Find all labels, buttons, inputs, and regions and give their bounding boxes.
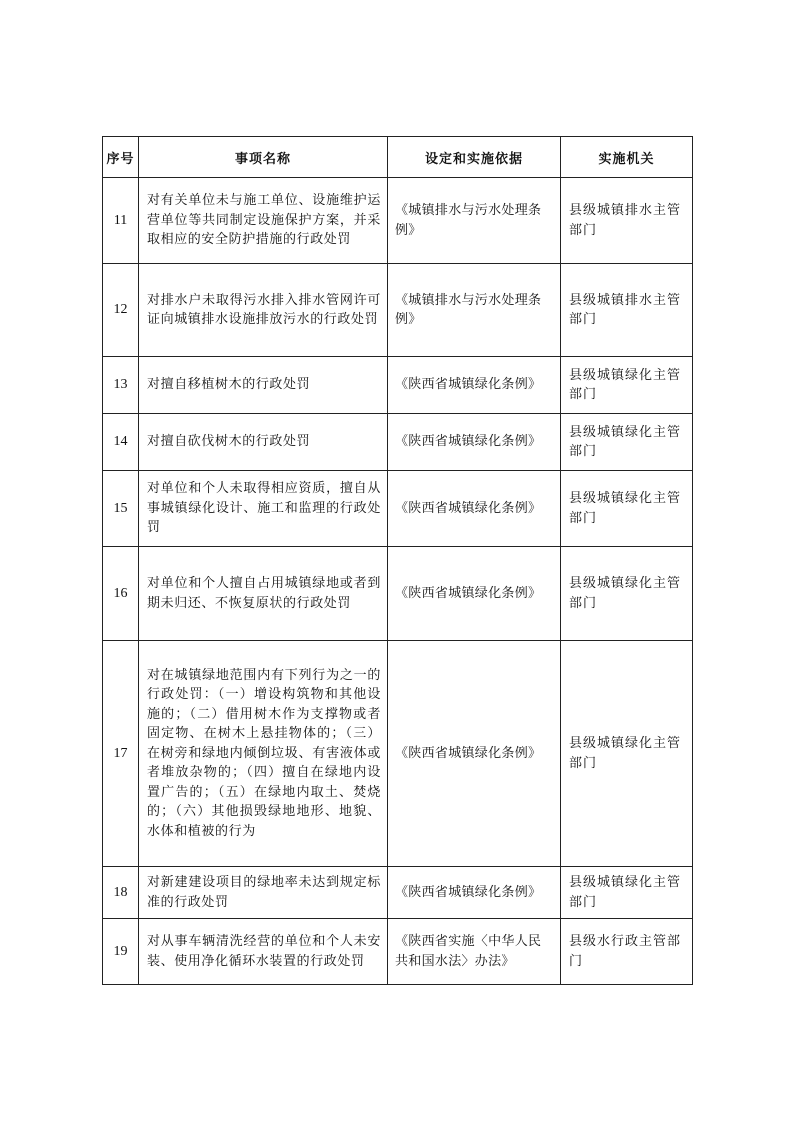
row-legal-basis: 《陕西省城镇绿化条例》 <box>388 547 561 641</box>
enforcement-items-table <box>102 136 693 985</box>
row-item-name: 对擅自移植树木的行政处罚 <box>139 357 388 414</box>
row-item-name: 对单位和个人未取得相应资质，擅自从事城镇绿化设计、施工和监理的行政处罚 <box>139 471 388 547</box>
table-row <box>103 414 693 471</box>
row-implementing-agency: 县级水行政主管部门 <box>561 919 693 985</box>
table-row <box>103 471 693 547</box>
row-legal-basis: 《陕西省城镇绿化条例》 <box>388 471 561 547</box>
row-legal-basis: 《陕西省城镇绿化条例》 <box>388 414 561 471</box>
row-legal-basis: 《陕西省城镇绿化条例》 <box>388 357 561 414</box>
row-serial-number: 15 <box>103 471 139 547</box>
header-implementing-agency: 实施机关 <box>561 137 693 178</box>
row-implementing-agency: 县级城镇排水主管部门 <box>561 178 693 264</box>
row-implementing-agency: 县级城镇绿化主管部门 <box>561 414 693 471</box>
table-row <box>103 178 693 264</box>
header-row <box>103 137 693 178</box>
row-legal-basis: 《城镇排水与污水处理条例》 <box>388 178 561 264</box>
row-serial-number: 16 <box>103 547 139 641</box>
row-legal-basis: 《陕西省实施〈中华人民共和国水法〉办法》 <box>388 919 561 985</box>
row-implementing-agency: 县级城镇绿化主管部门 <box>561 357 693 414</box>
table-row <box>103 357 693 414</box>
row-serial-number: 13 <box>103 357 139 414</box>
row-item-name: 对从事车辆清洗经营的单位和个人未安装、使用净化循环水装置的行政处罚 <box>139 919 388 985</box>
table-row <box>103 264 693 357</box>
row-serial-number: 19 <box>103 919 139 985</box>
table-row <box>103 867 693 919</box>
row-serial-number: 11 <box>103 178 139 264</box>
header-item-name: 事项名称 <box>139 137 388 178</box>
table-row <box>103 919 693 985</box>
header-legal-basis: 设定和实施依据 <box>388 137 561 178</box>
row-implementing-agency: 县级城镇绿化主管部门 <box>561 471 693 547</box>
row-item-name: 对新建建设项目的绿地率未达到规定标准的行政处罚 <box>139 867 388 919</box>
row-implementing-agency: 县级城镇绿化主管部门 <box>561 867 693 919</box>
table-header <box>103 137 693 178</box>
row-item-name: 对排水户未取得污水排入排水管网许可证向城镇排水设施排放污水的行政处罚 <box>139 264 388 357</box>
row-legal-basis: 《陕西省城镇绿化条例》 <box>388 641 561 867</box>
row-legal-basis: 《陕西省城镇绿化条例》 <box>388 867 561 919</box>
header-serial-number: 序号 <box>103 137 139 178</box>
table-row <box>103 547 693 641</box>
table-row <box>103 641 693 867</box>
row-serial-number: 14 <box>103 414 139 471</box>
row-implementing-agency: 县级城镇绿化主管部门 <box>561 641 693 867</box>
row-serial-number: 17 <box>103 641 139 867</box>
row-implementing-agency: 县级城镇排水主管部门 <box>561 264 693 357</box>
row-item-name: 对在城镇绿地范围内有下列行为之一的行政处罚：（一）增设构筑物和其他设施的；（二）借用树木作为支撑物或者固定物、在树木上悬挂物体的；（三）在树旁和绿地内倾倒垃圾、有害液体或者堆放杂物的；（四）擅自在绿地内设置广告的；（五）在绿地内取土、焚烧的；（六）其他损毁绿地地形、地貌、水体和植被的行为 <box>139 641 388 867</box>
row-serial-number: 12 <box>103 264 139 357</box>
row-item-name: 对单位和个人擅自占用城镇绿地或者到期未归还、不恢复原状的行政处罚 <box>139 547 388 641</box>
row-item-name: 对有关单位未与施工单位、设施维护运营单位等共同制定设施保护方案，并采取相应的安全防护措施的行政处罚 <box>139 178 388 264</box>
row-legal-basis: 《城镇排水与污水处理条例》 <box>388 264 561 357</box>
row-implementing-agency: 县级城镇绿化主管部门 <box>561 547 693 641</box>
row-serial-number: 18 <box>103 867 139 919</box>
table-body <box>103 178 693 985</box>
row-item-name: 对擅自砍伐树木的行政处罚 <box>139 414 388 471</box>
